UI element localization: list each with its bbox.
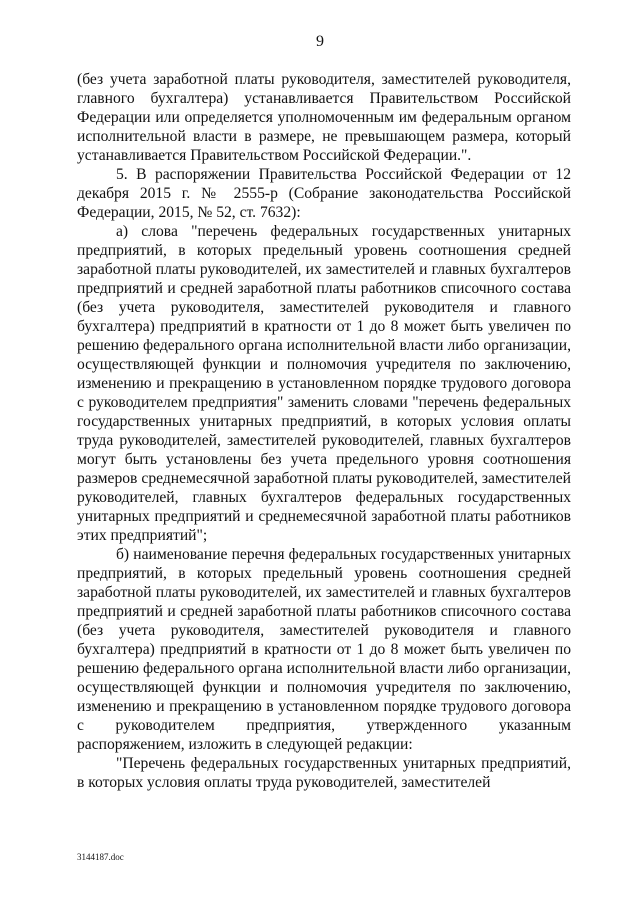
paragraph-subitem-a: а) слова "перечень федеральных государственных унитарных предприятий, в которых предельный уровень соотношения средней заработной платы руководителей, их заместителей и главных бухгалтеров предприятий и средней заработной платы работников списочного состава (без учета руководителя, заместителей руководителя и главного бухгалтера) предприятий в кратности от 1 до 8 может быть увеличен по решению федерального органа исполнительной власти либо организации, осуществляющей функции и полномочия учредителя по заключению, изменению и прекращению в установленном порядке трудового договора с руководителем предприятия" заменить словами "перечень федеральных государственных унитарных предприятий, в которых условия оплаты труда руководителей, заместителей руководителей, главных бухгалтеров могут быть установлены без учета предельного уровня соотношения размеров среднемесячной заработной платы руководителей, заместителей руководителей, главных бухгалтеров федеральных государственных унитарных предприятий и среднемесячной заработной платы работников этих предприятий";	[77, 223, 571, 544]
document-body	[77, 70, 571, 792]
paragraph-subitem-b: б) наименование перечня федеральных государственных унитарных предприятий, в которых предельный уровень соотношения средней заработной платы руководителей, их заместителей и главных бухгалтеров предприятий и средней заработной платы работников списочного состава (без учета руководителя, заместителей руководителя и главного бухгалтера) предприятий в кратности от 1 до 8 может быть увеличен по решению федерального органа исполнительной власти либо организации, осуществляющей функции и полномочия учредителя по заключению, изменению и прекращению в установленном порядке трудового договора с руководителем предприятия, утвержденного указанным распоряжением, изложить в следующей редакции:	[77, 546, 571, 753]
footer-document-code: 3144187.doc	[77, 852, 124, 862]
paragraph-item-5: 5. В распоряжении Правительства Российской Федерации от 12 декабря 2015 г. № 2555-р (Собрание законодательства Российской Федерации, 2015, № 52, ст. 7632):	[77, 166, 571, 221]
paragraph-quoted-title: "Перечень федеральных государственных унитарных предприятий, в которых условия оплаты труда руководителей, заместителей	[77, 755, 571, 791]
paragraph-continuation: (без учета заработной платы руководителя, заместителей руководителя, главного бухгалтера) устанавливается Правительством Российской Федерации или определяется уполномоченным им федеральным органом исполнительной власти в размере, не превышающем размера, который устанавливается Правительством Российской Федерации.".	[77, 71, 571, 164]
page-number: 9	[316, 33, 324, 50]
